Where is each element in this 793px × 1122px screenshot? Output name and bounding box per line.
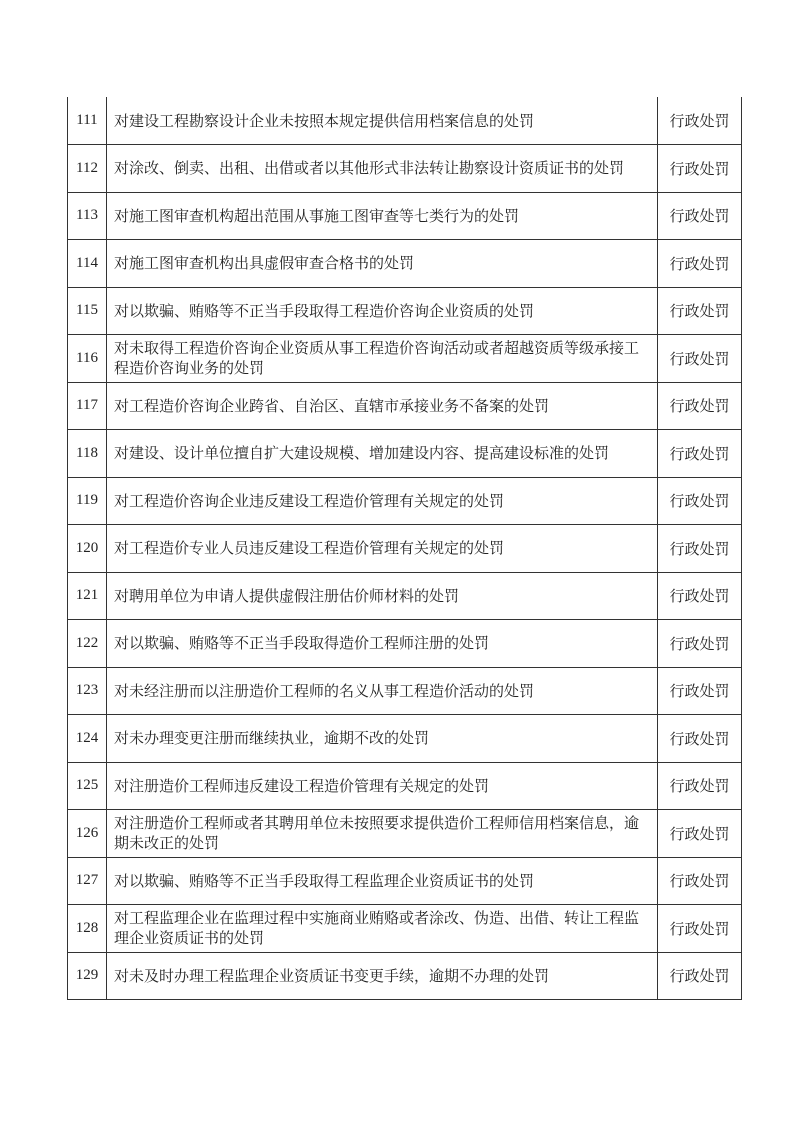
table-row (68, 382, 742, 430)
row-penalty-type: 行政处罚 (658, 477, 742, 525)
penalty-table-body (68, 97, 742, 1000)
row-description: 对以欺骗、贿赂等不正当手段取得造价工程师注册的处罚 (107, 620, 658, 668)
row-number: 129 (68, 952, 107, 1000)
row-description: 对工程监理企业在监理过程中实施商业贿赂或者涂改、伪造、出借、转让工程监理企业资质证书的处罚 (107, 905, 658, 953)
row-description: 对聘用单位为申请人提供虚假注册估价师材料的处罚 (107, 572, 658, 620)
row-number: 123 (68, 667, 107, 715)
row-penalty-type: 行政处罚 (658, 287, 742, 335)
table-row (68, 857, 742, 905)
table-row (68, 667, 742, 715)
row-description: 对工程造价咨询企业跨省、自治区、直辖市承接业务不备案的处罚 (107, 382, 658, 430)
table-row (68, 97, 742, 145)
table-row (68, 572, 742, 620)
row-penalty-type: 行政处罚 (658, 667, 742, 715)
penalty-table (67, 97, 742, 1000)
row-penalty-type: 行政处罚 (658, 715, 742, 763)
row-description: 对建设工程勘察设计企业未按照本规定提供信用档案信息的处罚 (107, 97, 658, 145)
row-description: 对未及时办理工程监理企业资质证书变更手续，逾期不办理的处罚 (107, 952, 658, 1000)
table-row (68, 430, 742, 478)
row-penalty-type: 行政处罚 (658, 762, 742, 810)
row-penalty-type: 行政处罚 (658, 857, 742, 905)
table-row (68, 145, 742, 193)
table-row (68, 240, 742, 288)
row-description: 对工程造价专业人员违反建设工程造价管理有关规定的处罚 (107, 525, 658, 573)
row-description: 对未办理变更注册而继续执业，逾期不改的处罚 (107, 715, 658, 763)
row-number: 118 (68, 430, 107, 478)
row-number: 125 (68, 762, 107, 810)
row-number: 111 (68, 97, 107, 145)
row-description: 对以欺骗、贿赂等不正当手段取得工程监理企业资质证书的处罚 (107, 857, 658, 905)
table-row (68, 715, 742, 763)
row-penalty-type: 行政处罚 (658, 572, 742, 620)
row-penalty-type: 行政处罚 (658, 382, 742, 430)
row-number: 124 (68, 715, 107, 763)
row-description: 对未取得工程造价咨询企业资质从事工程造价咨询活动或者超越资质等级承接工程造价咨询业务的处罚 (107, 335, 658, 383)
row-penalty-type: 行政处罚 (658, 145, 742, 193)
table-row (68, 335, 742, 383)
row-number: 122 (68, 620, 107, 668)
row-penalty-type: 行政处罚 (658, 905, 742, 953)
table-row (68, 905, 742, 953)
row-number: 120 (68, 525, 107, 573)
row-number: 113 (68, 192, 107, 240)
table-row (68, 192, 742, 240)
row-number: 128 (68, 905, 107, 953)
row-penalty-type: 行政处罚 (658, 97, 742, 145)
row-number: 121 (68, 572, 107, 620)
row-description: 对涂改、倒卖、出租、出借或者以其他形式非法转让勘察设计资质证书的处罚 (107, 145, 658, 193)
row-number: 116 (68, 335, 107, 383)
table-row (68, 525, 742, 573)
row-number: 115 (68, 287, 107, 335)
row-number: 112 (68, 145, 107, 193)
row-number: 117 (68, 382, 107, 430)
table-row (68, 477, 742, 525)
row-penalty-type: 行政处罚 (658, 810, 742, 858)
row-penalty-type: 行政处罚 (658, 335, 742, 383)
row-penalty-type: 行政处罚 (658, 430, 742, 478)
row-description: 对工程造价咨询企业违反建设工程造价管理有关规定的处罚 (107, 477, 658, 525)
row-penalty-type: 行政处罚 (658, 620, 742, 668)
row-penalty-type: 行政处罚 (658, 240, 742, 288)
row-description: 对施工图审查机构超出范围从事施工图审查等七类行为的处罚 (107, 192, 658, 240)
row-description: 对以欺骗、贿赂等不正当手段取得工程造价咨询企业资质的处罚 (107, 287, 658, 335)
table-row (68, 287, 742, 335)
row-description: 对建设、设计单位擅自扩大建设规模、增加建设内容、提高建设标准的处罚 (107, 430, 658, 478)
table-row (68, 620, 742, 668)
row-number: 114 (68, 240, 107, 288)
row-description: 对施工图审查机构出具虚假审查合格书的处罚 (107, 240, 658, 288)
row-description: 对未经注册而以注册造价工程师的名义从事工程造价活动的处罚 (107, 667, 658, 715)
row-penalty-type: 行政处罚 (658, 192, 742, 240)
row-penalty-type: 行政处罚 (658, 525, 742, 573)
row-description: 对注册造价工程师或者其聘用单位未按照要求提供造价工程师信用档案信息，逾期未改正的处罚 (107, 810, 658, 858)
row-number: 127 (68, 857, 107, 905)
row-penalty-type: 行政处罚 (658, 952, 742, 1000)
row-number: 119 (68, 477, 107, 525)
row-number: 126 (68, 810, 107, 858)
row-description: 对注册造价工程师违反建设工程造价管理有关规定的处罚 (107, 762, 658, 810)
table-row (68, 952, 742, 1000)
table-row (68, 810, 742, 858)
table-row (68, 762, 742, 810)
